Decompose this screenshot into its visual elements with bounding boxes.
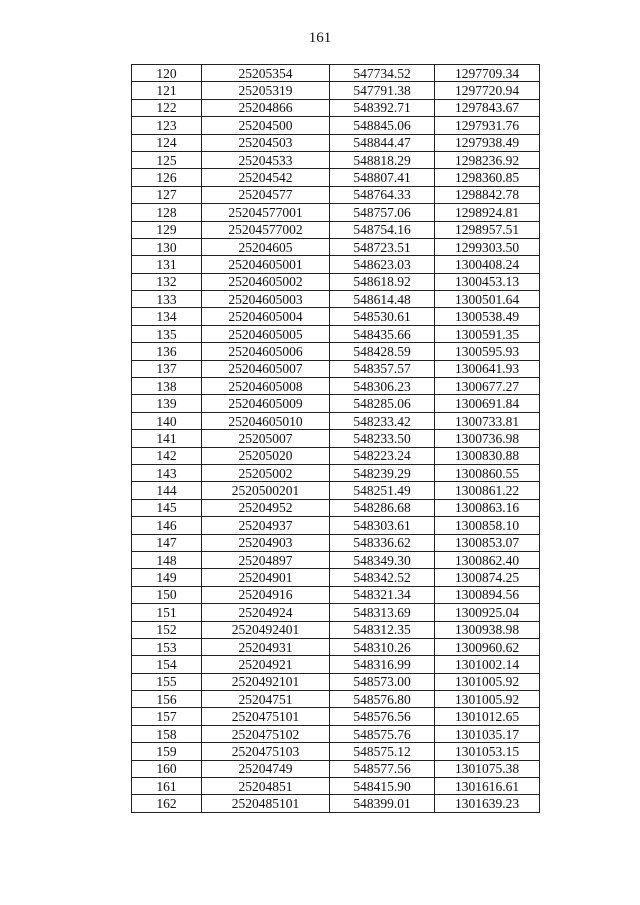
y-coordinate-cell: 1301012.65	[435, 708, 540, 725]
x-coordinate-cell: 548576.80	[330, 691, 435, 708]
point-id-cell: 25204577	[202, 186, 330, 203]
x-coordinate-cell: 548349.30	[330, 551, 435, 568]
table-row	[132, 621, 540, 638]
y-coordinate-cell: 1300408.24	[435, 256, 540, 273]
table-row	[132, 760, 540, 777]
y-coordinate-cell: 1300874.25	[435, 569, 540, 586]
row-number-cell: 148	[132, 551, 202, 568]
table-row	[132, 325, 540, 342]
y-coordinate-cell: 1301053.15	[435, 743, 540, 760]
row-number-cell: 152	[132, 621, 202, 638]
row-number-cell: 139	[132, 395, 202, 412]
point-id-cell: 25204866	[202, 99, 330, 116]
x-coordinate-cell: 548575.12	[330, 743, 435, 760]
x-coordinate-cell: 548435.66	[330, 325, 435, 342]
y-coordinate-cell: 1297843.67	[435, 99, 540, 116]
y-coordinate-cell: 1297938.49	[435, 134, 540, 151]
point-id-cell: 2520492401	[202, 621, 330, 638]
x-coordinate-cell: 548223.24	[330, 447, 435, 464]
point-id-cell: 2520492101	[202, 673, 330, 690]
point-id-cell: 25204903	[202, 534, 330, 551]
x-coordinate-cell: 548310.26	[330, 638, 435, 655]
y-coordinate-cell: 1300677.27	[435, 378, 540, 395]
table-row	[132, 499, 540, 516]
row-number-cell: 120	[132, 65, 202, 82]
row-number-cell: 156	[132, 691, 202, 708]
table-row	[132, 204, 540, 221]
table-row	[132, 308, 540, 325]
table-row	[132, 412, 540, 429]
row-number-cell: 143	[132, 464, 202, 481]
point-id-cell: 25204751	[202, 691, 330, 708]
table-row	[132, 99, 540, 116]
table-row	[132, 534, 540, 551]
x-coordinate-cell: 548757.06	[330, 204, 435, 221]
x-coordinate-cell: 548577.56	[330, 760, 435, 777]
y-coordinate-cell: 1300830.88	[435, 447, 540, 464]
row-number-cell: 128	[132, 204, 202, 221]
table-row	[132, 273, 540, 290]
row-number-cell: 160	[132, 760, 202, 777]
point-id-cell: 2520485101	[202, 795, 330, 812]
x-coordinate-cell: 548321.34	[330, 586, 435, 603]
point-id-cell: 25204605005	[202, 325, 330, 342]
point-id-cell: 25204605008	[202, 378, 330, 395]
point-id-cell: 25204503	[202, 134, 330, 151]
table-row	[132, 134, 540, 151]
y-coordinate-cell: 1297720.94	[435, 82, 540, 99]
table-row	[132, 238, 540, 255]
x-coordinate-cell: 548312.35	[330, 621, 435, 638]
point-id-cell: 25204749	[202, 760, 330, 777]
row-number-cell: 153	[132, 638, 202, 655]
x-coordinate-cell: 548286.68	[330, 499, 435, 516]
x-coordinate-cell: 547734.52	[330, 65, 435, 82]
row-number-cell: 124	[132, 134, 202, 151]
x-coordinate-cell: 548316.99	[330, 656, 435, 673]
row-number-cell: 126	[132, 169, 202, 186]
y-coordinate-cell: 1300860.55	[435, 464, 540, 481]
table-row	[132, 743, 540, 760]
row-number-cell: 133	[132, 291, 202, 308]
x-coordinate-cell: 548807.41	[330, 169, 435, 186]
table-row	[132, 673, 540, 690]
row-number-cell: 142	[132, 447, 202, 464]
point-id-cell: 25204577002	[202, 221, 330, 238]
table-row	[132, 395, 540, 412]
y-coordinate-cell: 1301639.23	[435, 795, 540, 812]
x-coordinate-cell: 548313.69	[330, 604, 435, 621]
x-coordinate-cell: 548614.48	[330, 291, 435, 308]
row-number-cell: 162	[132, 795, 202, 812]
table-row	[132, 725, 540, 742]
row-number-cell: 154	[132, 656, 202, 673]
row-number-cell: 127	[132, 186, 202, 203]
x-coordinate-cell: 548618.92	[330, 273, 435, 290]
x-coordinate-cell: 548530.61	[330, 308, 435, 325]
row-number-cell: 121	[132, 82, 202, 99]
point-id-cell: 25204577001	[202, 204, 330, 221]
y-coordinate-cell: 1301035.17	[435, 725, 540, 742]
y-coordinate-cell: 1298236.92	[435, 151, 540, 168]
row-number-cell: 145	[132, 499, 202, 516]
point-id-cell: 25204605007	[202, 360, 330, 377]
table-row	[132, 378, 540, 395]
table-row	[132, 464, 540, 481]
row-number-cell: 137	[132, 360, 202, 377]
table-row	[132, 551, 540, 568]
x-coordinate-cell: 548845.06	[330, 117, 435, 134]
row-number-cell: 138	[132, 378, 202, 395]
row-number-cell: 140	[132, 412, 202, 429]
y-coordinate-cell: 1300641.93	[435, 360, 540, 377]
point-id-cell: 25204605001	[202, 256, 330, 273]
table-row	[132, 569, 540, 586]
row-number-cell: 161	[132, 778, 202, 795]
x-coordinate-cell: 548399.01	[330, 795, 435, 812]
point-id-cell: 25205020	[202, 447, 330, 464]
x-coordinate-cell: 548723.51	[330, 238, 435, 255]
row-number-cell: 158	[132, 725, 202, 742]
x-coordinate-cell: 548306.23	[330, 378, 435, 395]
point-id-cell: 25204901	[202, 569, 330, 586]
row-number-cell: 135	[132, 325, 202, 342]
x-coordinate-cell: 548428.59	[330, 343, 435, 360]
row-number-cell: 131	[132, 256, 202, 273]
x-coordinate-cell: 548285.06	[330, 395, 435, 412]
row-number-cell: 134	[132, 308, 202, 325]
table-row	[132, 517, 540, 534]
x-coordinate-cell: 548844.47	[330, 134, 435, 151]
y-coordinate-cell: 1300938.98	[435, 621, 540, 638]
point-id-cell: 2520475103	[202, 743, 330, 760]
row-number-cell: 151	[132, 604, 202, 621]
coordinates-table	[131, 64, 540, 813]
table-body	[132, 65, 540, 813]
y-coordinate-cell: 1300960.62	[435, 638, 540, 655]
table-row	[132, 256, 540, 273]
y-coordinate-cell: 1300501.64	[435, 291, 540, 308]
point-id-cell: 25205007	[202, 430, 330, 447]
y-coordinate-cell: 1301005.92	[435, 691, 540, 708]
row-number-cell: 129	[132, 221, 202, 238]
table-row	[132, 604, 540, 621]
x-coordinate-cell: 548754.16	[330, 221, 435, 238]
table-row	[132, 360, 540, 377]
point-id-cell: 25204921	[202, 656, 330, 673]
y-coordinate-cell: 1300538.49	[435, 308, 540, 325]
y-coordinate-cell: 1297709.34	[435, 65, 540, 82]
point-id-cell: 2520475102	[202, 725, 330, 742]
table-row	[132, 186, 540, 203]
row-number-cell: 136	[132, 343, 202, 360]
row-number-cell: 155	[132, 673, 202, 690]
y-coordinate-cell: 1300691.84	[435, 395, 540, 412]
point-id-cell: 25204924	[202, 604, 330, 621]
y-coordinate-cell: 1298842.78	[435, 186, 540, 203]
x-coordinate-cell: 548342.52	[330, 569, 435, 586]
x-coordinate-cell: 548251.49	[330, 482, 435, 499]
table-row	[132, 778, 540, 795]
y-coordinate-cell: 1300863.16	[435, 499, 540, 516]
y-coordinate-cell: 1300858.10	[435, 517, 540, 534]
table-row	[132, 221, 540, 238]
table-row	[132, 482, 540, 499]
x-coordinate-cell: 548573.00	[330, 673, 435, 690]
table-row	[132, 169, 540, 186]
point-id-cell: 2520475101	[202, 708, 330, 725]
table-row	[132, 343, 540, 360]
table-row	[132, 795, 540, 812]
table-row	[132, 656, 540, 673]
point-id-cell: 25204605010	[202, 412, 330, 429]
point-id-cell: 25204605006	[202, 343, 330, 360]
y-coordinate-cell: 1297931.76	[435, 117, 540, 134]
point-id-cell: 25204605002	[202, 273, 330, 290]
page-number: 161	[308, 30, 332, 46]
table-row	[132, 638, 540, 655]
point-id-cell: 25204916	[202, 586, 330, 603]
point-id-cell: 25204851	[202, 778, 330, 795]
x-coordinate-cell: 548233.42	[330, 412, 435, 429]
row-number-cell: 144	[132, 482, 202, 499]
row-number-cell: 157	[132, 708, 202, 725]
table-row	[132, 291, 540, 308]
y-coordinate-cell: 1300736.98	[435, 430, 540, 447]
row-number-cell: 141	[132, 430, 202, 447]
point-id-cell: 25204533	[202, 151, 330, 168]
point-id-cell: 25204897	[202, 551, 330, 568]
point-id-cell: 25204605003	[202, 291, 330, 308]
x-coordinate-cell: 548764.33	[330, 186, 435, 203]
y-coordinate-cell: 1300853.07	[435, 534, 540, 551]
row-number-cell: 122	[132, 99, 202, 116]
y-coordinate-cell: 1300925.04	[435, 604, 540, 621]
y-coordinate-cell: 1300861.22	[435, 482, 540, 499]
y-coordinate-cell: 1298924.81	[435, 204, 540, 221]
x-coordinate-cell: 548239.29	[330, 464, 435, 481]
row-number-cell: 146	[132, 517, 202, 534]
table-row	[132, 447, 540, 464]
y-coordinate-cell: 1300595.93	[435, 343, 540, 360]
y-coordinate-cell: 1298957.51	[435, 221, 540, 238]
row-number-cell: 123	[132, 117, 202, 134]
x-coordinate-cell: 548575.76	[330, 725, 435, 742]
table-row	[132, 586, 540, 603]
x-coordinate-cell: 548576.56	[330, 708, 435, 725]
row-number-cell: 149	[132, 569, 202, 586]
point-id-cell: 25204931	[202, 638, 330, 655]
y-coordinate-cell: 1301616.61	[435, 778, 540, 795]
row-number-cell: 150	[132, 586, 202, 603]
y-coordinate-cell: 1300733.81	[435, 412, 540, 429]
y-coordinate-cell: 1301005.92	[435, 673, 540, 690]
y-coordinate-cell: 1301002.14	[435, 656, 540, 673]
point-id-cell: 25204605009	[202, 395, 330, 412]
x-coordinate-cell: 548818.29	[330, 151, 435, 168]
y-coordinate-cell: 1299303.50	[435, 238, 540, 255]
x-coordinate-cell: 548303.61	[330, 517, 435, 534]
point-id-cell: 25205002	[202, 464, 330, 481]
point-id-cell: 2520500201	[202, 482, 330, 499]
row-number-cell: 130	[132, 238, 202, 255]
y-coordinate-cell: 1298360.85	[435, 169, 540, 186]
x-coordinate-cell: 548392.71	[330, 99, 435, 116]
row-number-cell: 147	[132, 534, 202, 551]
table-row	[132, 708, 540, 725]
y-coordinate-cell: 1300862.40	[435, 551, 540, 568]
point-id-cell: 25204952	[202, 499, 330, 516]
y-coordinate-cell: 1300453.13	[435, 273, 540, 290]
table-row	[132, 82, 540, 99]
point-id-cell: 25204937	[202, 517, 330, 534]
point-id-cell: 25204605	[202, 238, 330, 255]
point-id-cell: 25205354	[202, 65, 330, 82]
point-id-cell: 25205319	[202, 82, 330, 99]
point-id-cell: 25204500	[202, 117, 330, 134]
row-number-cell: 132	[132, 273, 202, 290]
x-coordinate-cell: 548623.03	[330, 256, 435, 273]
x-coordinate-cell: 548233.50	[330, 430, 435, 447]
table-row	[132, 151, 540, 168]
y-coordinate-cell: 1300591.35	[435, 325, 540, 342]
table-row	[132, 691, 540, 708]
x-coordinate-cell: 548357.57	[330, 360, 435, 377]
point-id-cell: 25204542	[202, 169, 330, 186]
point-id-cell: 25204605004	[202, 308, 330, 325]
table-row	[132, 65, 540, 82]
x-coordinate-cell: 548415.90	[330, 778, 435, 795]
row-number-cell: 159	[132, 743, 202, 760]
table-row	[132, 117, 540, 134]
y-coordinate-cell: 1301075.38	[435, 760, 540, 777]
table-row	[132, 430, 540, 447]
row-number-cell: 125	[132, 151, 202, 168]
y-coordinate-cell: 1300894.56	[435, 586, 540, 603]
x-coordinate-cell: 548336.62	[330, 534, 435, 551]
x-coordinate-cell: 547791.38	[330, 82, 435, 99]
